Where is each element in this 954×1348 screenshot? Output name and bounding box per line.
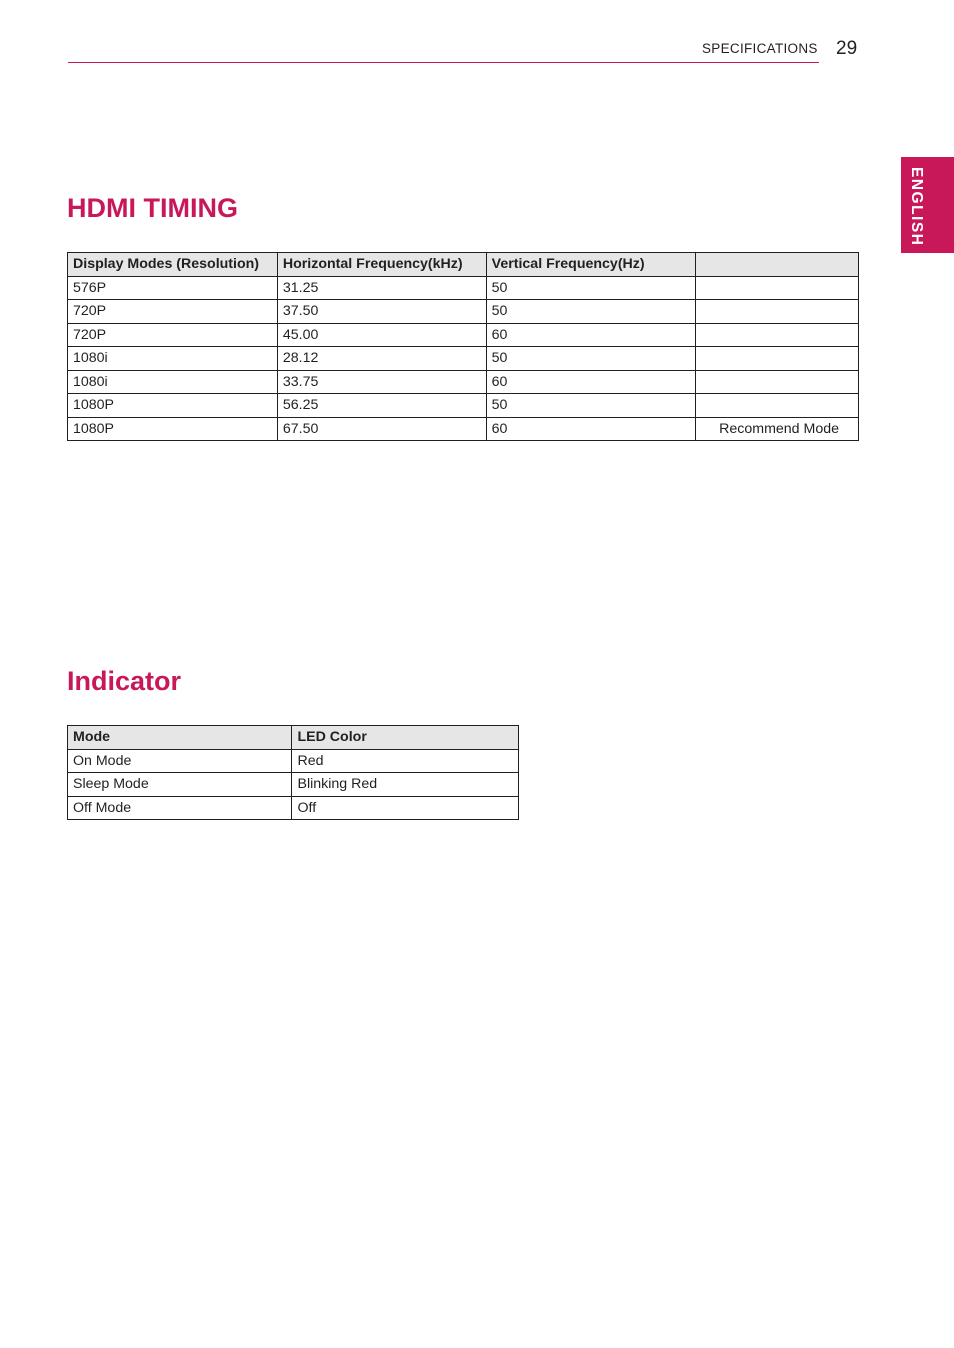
table-cell: 1080P: [68, 394, 278, 418]
table-cell: 1080i: [68, 347, 278, 371]
table-cell: 1080i: [68, 370, 278, 394]
table-cell: 50: [486, 347, 696, 371]
table-cell: 31.25: [277, 276, 486, 300]
table-cell: [696, 323, 859, 347]
table-cell: 60: [486, 370, 696, 394]
table-cell: 33.75: [277, 370, 486, 394]
language-tab: [901, 157, 954, 253]
table-cell: 28.12: [277, 347, 486, 371]
table-cell: On Mode: [68, 749, 292, 773]
table-cell: 37.50: [277, 300, 486, 324]
page-number: 29: [836, 38, 858, 59]
table-row: [68, 749, 519, 773]
table-cell: Off: [292, 796, 519, 820]
table-cell: Blinking Red: [292, 773, 519, 797]
table-cell: [696, 370, 859, 394]
table-row: [68, 394, 859, 418]
table-cell: 720P: [68, 300, 278, 324]
table-cell: 576P: [68, 276, 278, 300]
table-cell: 60: [486, 417, 696, 441]
table-header-row: [68, 253, 859, 277]
table-cell: 56.25: [277, 394, 486, 418]
table-row: [68, 323, 859, 347]
indicator-heading: Indicator: [67, 666, 182, 696]
column-header: Horizontal Frequency(kHz): [277, 253, 486, 277]
table-row: [68, 370, 859, 394]
table-cell: [696, 300, 859, 324]
recommend-mode-note: Recommend Mode: [696, 417, 859, 441]
table-cell: 45.00: [277, 323, 486, 347]
table-row: [68, 773, 519, 797]
table-row: [68, 347, 859, 371]
table-cell: 50: [486, 300, 696, 324]
section-label: SPECIFICATIONS: [702, 41, 818, 56]
column-header: LED Color: [292, 726, 519, 750]
indicator-table: [67, 725, 519, 820]
header-rule: [68, 62, 819, 63]
table-cell: 50: [486, 276, 696, 300]
hdmi-timing-heading: HDMI TIMING: [67, 193, 238, 223]
table-row: [68, 276, 859, 300]
table-cell: Red: [292, 749, 519, 773]
table-header-row: [68, 726, 519, 750]
table-cell: 67.50: [277, 417, 486, 441]
table-cell: [696, 276, 859, 300]
table-cell: 60: [486, 323, 696, 347]
table-row: [68, 300, 859, 324]
column-header: Mode: [68, 726, 292, 750]
column-header: Vertical Frequency(Hz): [486, 253, 696, 277]
column-header: [696, 253, 859, 277]
table-cell: [696, 394, 859, 418]
language-tab-label: ENGLISH: [908, 167, 925, 247]
hdmi-timing-table: [67, 252, 859, 441]
table-row: [68, 417, 859, 441]
table-cell: 50: [486, 394, 696, 418]
column-header: Display Modes (Resolution): [68, 253, 278, 277]
table-cell: 1080P: [68, 417, 278, 441]
table-cell: Off Mode: [68, 796, 292, 820]
table-row: [68, 796, 519, 820]
table-cell: Sleep Mode: [68, 773, 292, 797]
table-cell: [696, 347, 859, 371]
table-cell: 720P: [68, 323, 278, 347]
